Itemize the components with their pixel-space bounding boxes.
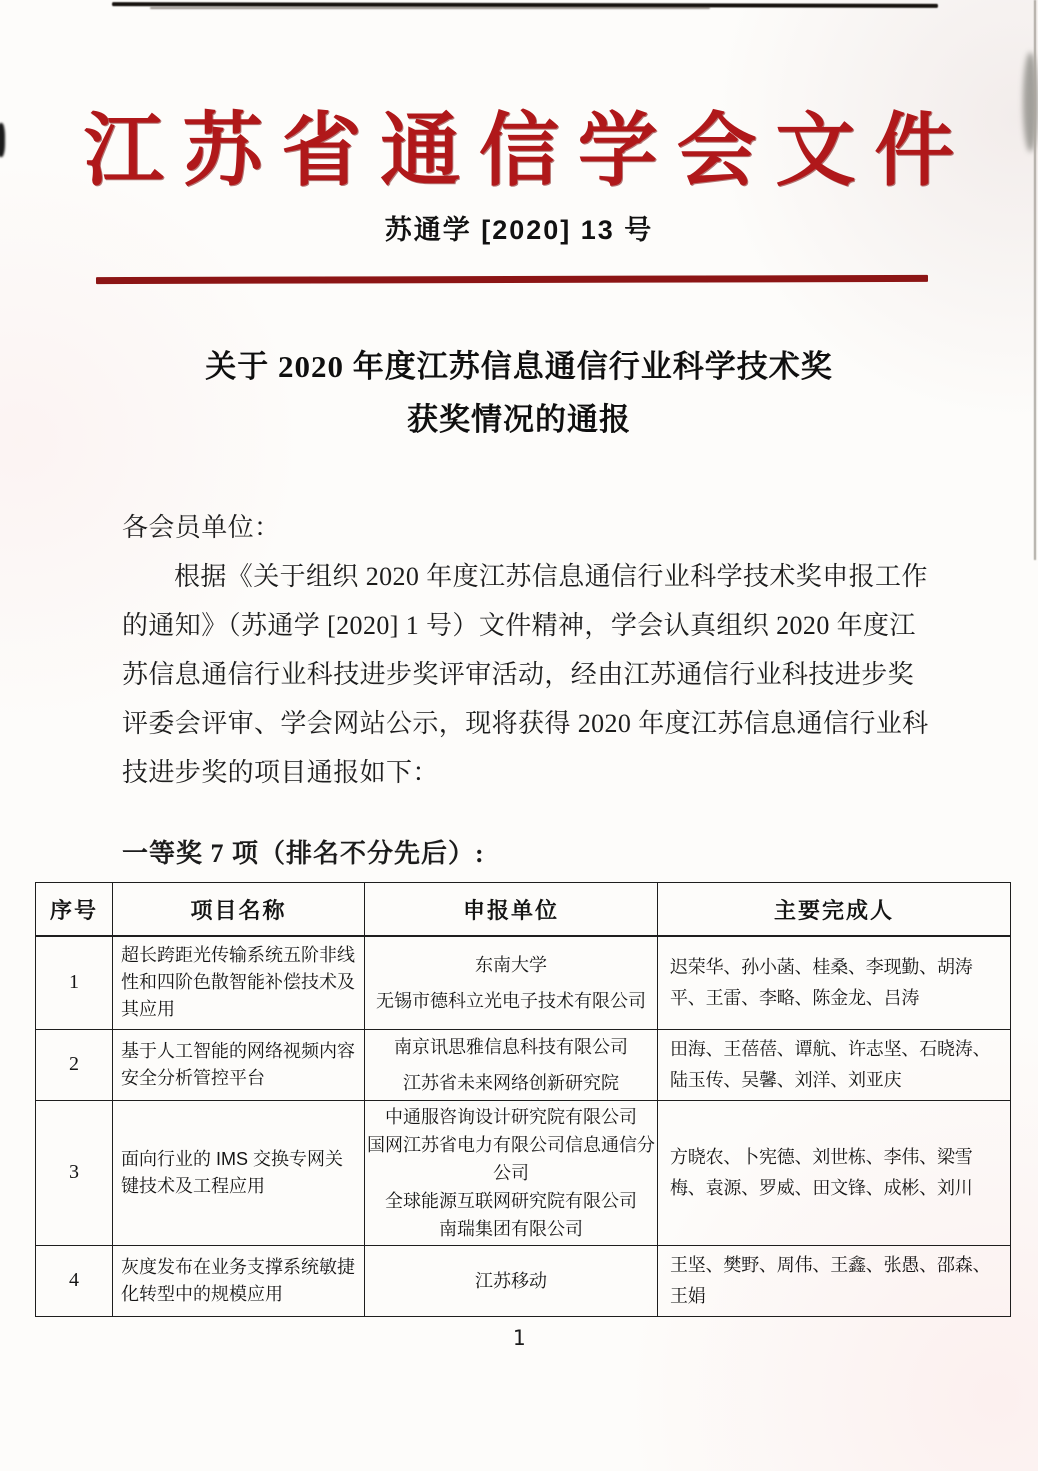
column-header-unit: 申报单位 [365,883,658,937]
unit-line: 无锡市德科立光电子技术有限公司 [376,990,646,1011]
page-number: 1 [512,1326,526,1350]
project-name: 基于人工智能的网络视频内容安全分析管控平台 [113,1029,365,1100]
salutation: 各会员单位： [122,513,281,542]
row-index: 4 [36,1245,113,1316]
main-contributors: 迟荣华、孙小菡、桂桑、李现勤、胡涛平、王雷、李略、陈金龙、吕涛 [658,936,1011,1029]
unit-line: 东南大学 [475,954,547,975]
document-title-line1: 关于 2020 年度江苏信息通信行业科学技术奖 [205,349,833,384]
project-name: 面向行业的 IMS 交换专网关键技术及工程应用 [113,1100,365,1245]
table-row [36,936,1011,1029]
body-paragraph-line: 根据《关于组织 2020 年度江苏信息通信行业科学技术奖申报工作 [174,562,928,591]
row-index: 1 [36,936,113,1029]
applicant-units [365,1245,658,1316]
row-index: 2 [36,1029,113,1100]
unit-line: 江苏省未来网络创新研究院 [403,1072,619,1093]
main-contributors: 方晓农、卜宪德、刘世栋、李伟、梁雪梅、袁源、罗威、田文锋、成彬、刘川 [658,1100,1011,1245]
red-divider-rule [96,275,928,284]
applicant-units [365,1029,658,1100]
table-row [36,1029,1011,1100]
unit-line: 江苏移动 [475,1270,547,1291]
body-paragraph-line: 技进步奖的项目通报如下： [122,758,439,787]
body-paragraph-line: 的通知》（苏通学 [2020] 1 号）文件精神，学会认真组织 2020 年度江 [122,611,916,640]
column-header-project: 项目名称 [113,883,365,937]
column-header-index: 序号 [36,883,113,937]
table-header-row [36,883,1011,937]
org-letterhead-title: 江苏省通信学会文件 [83,108,973,196]
column-header-people: 主要完成人 [658,883,1011,937]
scan-artifact-right-line [1034,0,1036,560]
project-name: 灰度发布在业务支撑系统敏捷化转型中的规模应用 [113,1245,365,1316]
applicant-units [365,1100,658,1245]
unit-line: 全球能源互联网研究院有限公司 [385,1190,637,1211]
table-row [36,1245,1011,1316]
main-contributors: 王坚、樊野、周伟、王鑫、张愚、邵森、王娟 [658,1245,1011,1316]
document-body [122,503,934,797]
main-contributors: 田海、王蓓蓓、谭航、许志坚、石晓涛、陆玉传、吴馨、刘洋、刘亚庆 [658,1029,1011,1100]
unit-line: 中通服咨询设计研究院有限公司 [385,1106,637,1127]
unit-line: 南京讯思雅信息科技有限公司 [394,1036,628,1057]
row-index: 3 [36,1100,113,1245]
scan-edge-shadow-top [150,7,710,9]
unit-line: 南瑞集团有限公司 [439,1218,583,1239]
first-prize-section-label: 一等奖 7 项（排名不分先后）: [122,839,485,868]
document-title-line2: 获奖情况的通报 [407,402,631,437]
project-name: 超长跨距光传输系统五阶非线性和四阶色散智能补偿技术及其应用 [113,936,365,1029]
table-row [36,1100,1011,1245]
award-winners-table [35,882,1011,1317]
body-paragraph-line: 苏信息通信行业科技进步奖评审活动，经由江苏通信行业科技进步奖 [122,660,915,689]
body-paragraph-line: 评委会评审、学会网站公示，现将获得 2020 年度江苏信息通信行业科 [122,709,929,738]
document-number: 苏通学 [2020] 13 号 [384,215,654,245]
unit-line: 国网江苏省电力有限公司信息通信分公司 [367,1134,655,1183]
applicant-units [365,936,658,1029]
